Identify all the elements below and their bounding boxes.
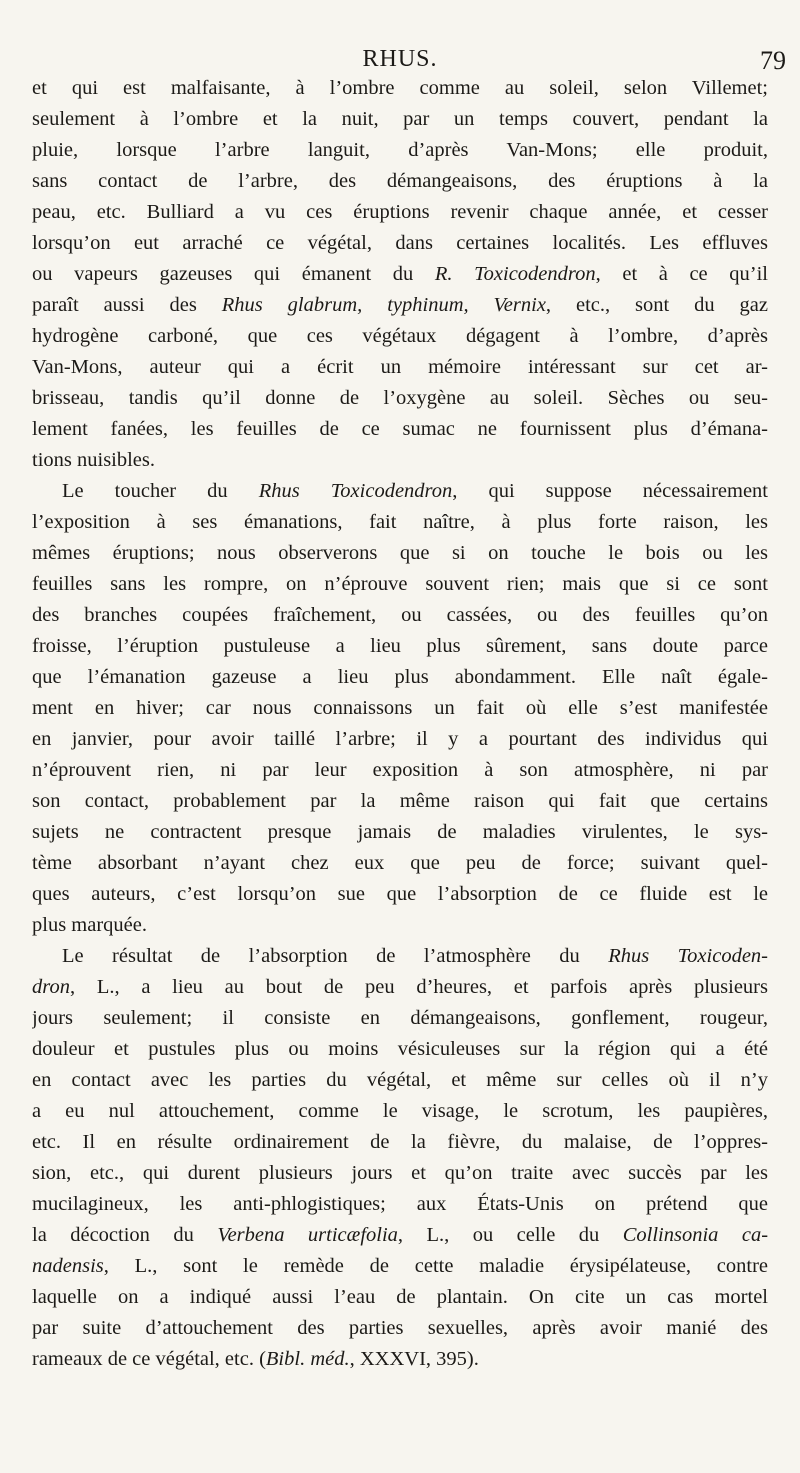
text-line: Le résultat de l’absorption de l’atmosphère du Rhus Toxicoden-	[62, 945, 768, 967]
text-line: tions nuisibles.	[32, 449, 156, 471]
text-line: lorsqu’on eut arraché ce végétal, dans certaines localités. Les effluves	[32, 232, 768, 254]
text-line: ou vapeurs gazeuses qui émanent du R. Toxicodendron, et à ce qu’il	[32, 263, 768, 285]
text-line: laquelle on a indiqué aussi l’eau de plantain. On cite un cas mortel	[32, 1286, 768, 1308]
running-title: RHUS.	[362, 46, 438, 72]
paragraph	[32, 476, 768, 941]
text-line: sujets ne contractent presque jamais de maladies virulentes, le sys-	[32, 821, 768, 843]
text-line: etc. Il en résulte ordinairement de la fièvre, du malaise, de l’oppres-	[32, 1131, 768, 1153]
text-line: sans contact de l’arbre, des démangeaisons, des éruptions à la	[32, 170, 768, 192]
text-line: hydrogène carboné, que ces végétaux dégagent à l’ombre, d’après	[32, 325, 768, 347]
text-line: nadensis, L., sont le remède de cette maladie érysipélateuse, contre	[32, 1255, 768, 1277]
text-line: rameaux de ce végétal, etc. (Bibl. méd., XXXVI, 395).	[32, 1348, 479, 1370]
text-line: froisse, l’éruption pustuleuse a lieu plus sûrement, sans doute parce	[32, 635, 768, 657]
text-line: en janvier, pour avoir taillé l’arbre; il y a pourtant des individus qui	[32, 728, 768, 750]
text-line: brisseau, tandis qu’il donne de l’oxygène au soleil. Sèches ou seu-	[32, 387, 768, 409]
text-line: l’exposition à ses émanations, fait naître, à plus forte raison, les	[32, 511, 768, 533]
text-line: dron, L., a lieu au bout de peu d’heures, et parfois après plusieurs	[32, 976, 768, 998]
text-line: par suite d’attouchement des parties sexuelles, après avoir manié des	[32, 1317, 768, 1339]
text-line: douleur et pustules plus ou moins vésiculeuses sur la région qui a été	[32, 1038, 768, 1060]
text-line: Van-Mons, auteur qui a écrit un mémoire intéressant sur cet ar-	[32, 356, 768, 378]
text-line: la décoction du Verbena urticæfolia, L., ou celle du Collinsonia ca-	[32, 1224, 768, 1246]
text-line: lement fanées, les feuilles de ce sumac ne fournissent plus d’émana-	[32, 418, 768, 440]
text-line: mêmes éruptions; nous observerons que si on touche le bois ou les	[32, 542, 768, 564]
text-line: pluie, lorsque l’arbre languit, d’après Van-Mons; elle produit,	[32, 139, 768, 161]
text-line: sion, etc., qui durent plusieurs jours et qu’on traite avec succès par les	[32, 1162, 768, 1184]
text-line: des branches coupées fraîchement, ou cassées, ou des feuilles qu’on	[32, 604, 768, 626]
text-line: tème absorbant n’ayant chez eux que peu de force; suivant quel-	[32, 852, 768, 874]
body-text	[32, 73, 768, 1375]
page-number: 79	[760, 46, 786, 75]
text-line: peau, etc. Bulliard a vu ces éruptions revenir chaque année, et cesser	[32, 201, 768, 223]
text-line: mucilagineux, les anti-phlogistiques; aux États-Unis on prétend que	[32, 1193, 768, 1215]
paragraph	[32, 73, 768, 476]
text-line: jours seulement; il consiste en démangeaisons, gonflement, rougeur,	[32, 1007, 768, 1029]
text-line: et qui est malfaisante, à l’ombre comme au soleil, selon Villemet;	[32, 77, 768, 99]
text-line: son contact, probablement par la même raison qui fait que certains	[32, 790, 768, 812]
text-line: que l’émanation gazeuse a lieu plus abondamment. Elle naît égale-	[32, 666, 768, 688]
text-line: n’éprouvent rien, ni par leur exposition à son atmosphère, ni par	[32, 759, 768, 781]
text-line: a eu nul attouchement, comme le visage, le scrotum, les paupières,	[32, 1100, 768, 1122]
text-line: paraît aussi des Rhus glabrum, typhinum, Vernix, etc., sont du gaz	[32, 294, 768, 316]
text-line: Le toucher du Rhus Toxicodendron, qui suppose nécessairement	[62, 480, 768, 502]
text-line: seulement à l’ombre et la nuit, par un temps couvert, pendant la	[32, 108, 768, 130]
text-line: plus marquée.	[32, 914, 147, 936]
text-line: feuilles sans les rompre, on n’éprouve souvent rien; mais que si ce sont	[32, 573, 768, 595]
text-line: ques auteurs, c’est lorsqu’on sue que l’absorption de ce fluide est le	[32, 883, 768, 905]
paragraph	[32, 941, 768, 1375]
text-line: en contact avec les parties du végétal, et même sur celles où il n’y	[32, 1069, 768, 1091]
text-line: ment en hiver; car nous connaissons un fait où elle s’est manifestée	[32, 697, 768, 719]
